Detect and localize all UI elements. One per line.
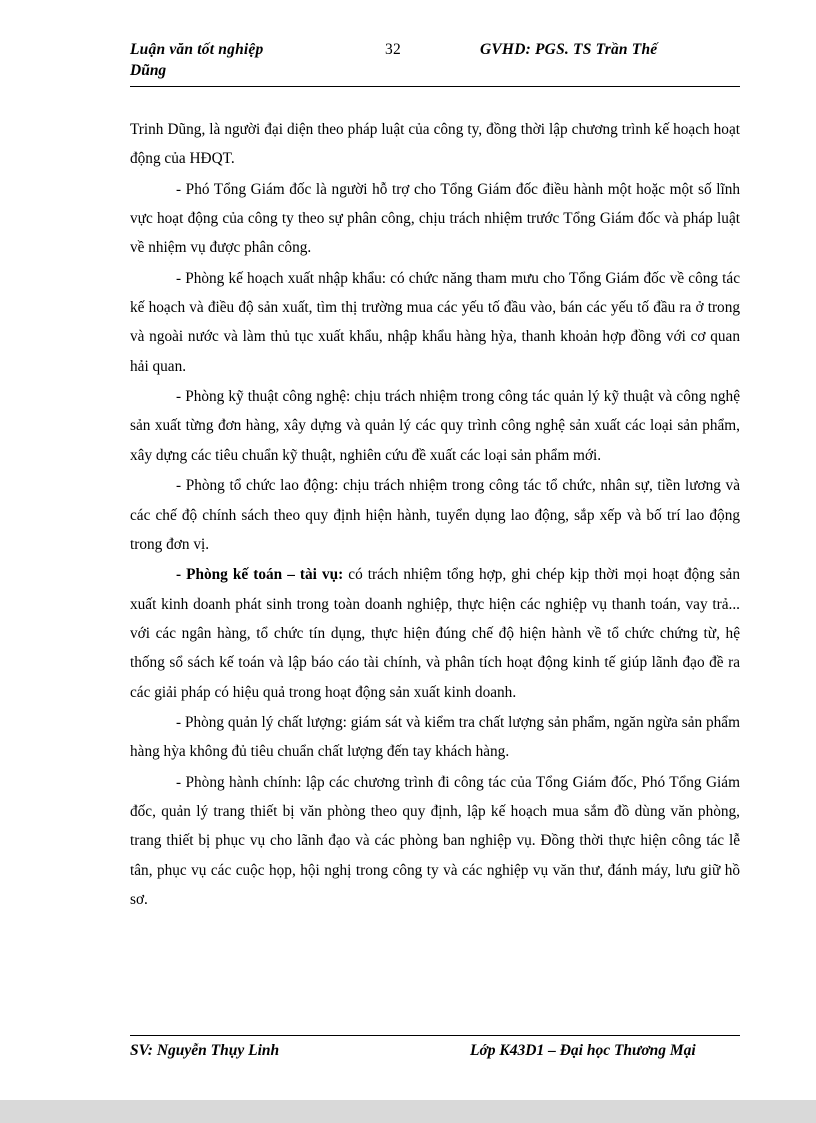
paragraph: - Phó Tổng Giám đốc là người hỗ trợ cho Tổng Giám đốc điều hành một hoặc một số lĩnh vực hoạt động của công ty theo sự phân công, chịu trách nhiệm trước Tổng Giám đốc và pháp luật về nhiệm vụ được phân công. [130, 180, 740, 257]
header-title-left: Luận văn tốt nghiệp [130, 41, 264, 58]
paragraph: - Phòng kỹ thuật công nghệ: chịu trách nhiệm trong công tác quản lý kỹ thuật và công nghệ sản xuất từng đơn hàng, xây dựng và quản lý các quy trình công nghệ sản xuất các loại sản phẩm, xây dựng các tiêu chuẩn kỹ thuật, nghiên cứu đề xuất các loại sản phẩm mới. [130, 388, 740, 464]
page-bottom-strip [0, 1100, 816, 1123]
document-body [130, 115, 740, 915]
header-row [130, 40, 740, 61]
header-page-number: 32 [385, 41, 401, 58]
paragraph: - Phòng hành chính: lập các chương trình đi công tác của Tổng Giám đốc, Phó Tổng Giám đốc, quản lý trang thiết bị văn phòng theo quy định, lập kế hoạch mua sắm đồ dùng văn phòng, trang thiết bị phục vụ cho lãnh đạo và các phòng ban nghiệp vụ. Đồng thời thực hiện công tác lễ tân, phục vụ các cuộc họp, hội nghị trong công ty và các nghiệp vụ văn thư, đánh máy, lưu giữ hồ sơ. [130, 773, 740, 909]
footer-student-name: SV: Nguyễn Thụy Linh [130, 1042, 280, 1059]
paragraph: - Phòng kế hoạch xuất nhập khẩu: có chức năng tham mưu cho Tổng Giám đốc về công tác kế hoạch và điều độ sản xuất, tìm thị trường mua các yếu tố đầu vào, bán các yếu tố đầu ra ở trong và ngoài nước và làm thủ tục xuất khẩu, nhập khẩu hàng hỳa, thanh khoản hợp đồng với cơ quan hải quan. [130, 269, 740, 375]
paragraph: - Phòng tổ chức lao động: chịu trách nhiệm trong công tác tổ chức, nhân sự, tiền lương và các chế độ chính sách theo quy định hiện hành, tuyển dụng lao động, sắp xếp và bố trí lao động trong đơn vị. [130, 477, 740, 553]
paragraph: Trinh Dũng, là người đại diện theo pháp luật của công ty, đồng thời lập chương trình kế hoạch hoạt động của HĐQT. [130, 120, 740, 168]
paragraph: - Phòng quản lý chất lượng: giám sát và kiểm tra chất lượng sản phẩm, ngăn ngừa sản phẩm hàng hỳa không đủ tiêu chuẩn chất lượng đến tay khách hàng. [130, 714, 740, 761]
header-divider [130, 86, 740, 87]
header-title-left-line2: Dũng [130, 61, 167, 79]
footer-row [130, 1042, 740, 1060]
paragraph-accounting [130, 560, 740, 707]
paragraph-bold-lead: - Phòng kế toán – tài vụ: [176, 566, 344, 584]
page-footer [130, 1035, 740, 1060]
page-header [130, 40, 740, 93]
paragraph-text: có trách nhiệm tổng hợp, ghi chép kịp thời mọi hoạt động sản xuất kinh doanh phát sinh trong toàn doanh nghiệp, thực hiện các nghiệp vụ thanh toán, vay trả... với các ngân hàng, tổ chức tín dụng, thực hiện đúng chế độ hiện hành về tổ chức chứng từ, hệ thống sổ sách kế toán và lập báo cáo tài chính, và phân tích hoạt động kinh tế giúp lãnh đạo đề ra các giải pháp có hiệu quả trong hoạt động sản xuất kinh doanh. [130, 566, 740, 701]
header-advisor: GVHD: PGS. TS Trần Thế [480, 41, 658, 58]
page-content [130, 40, 740, 916]
footer-class-info: Lớp K43D1 – Đại học Thương Mại [470, 1042, 696, 1059]
footer-divider [130, 1035, 740, 1036]
